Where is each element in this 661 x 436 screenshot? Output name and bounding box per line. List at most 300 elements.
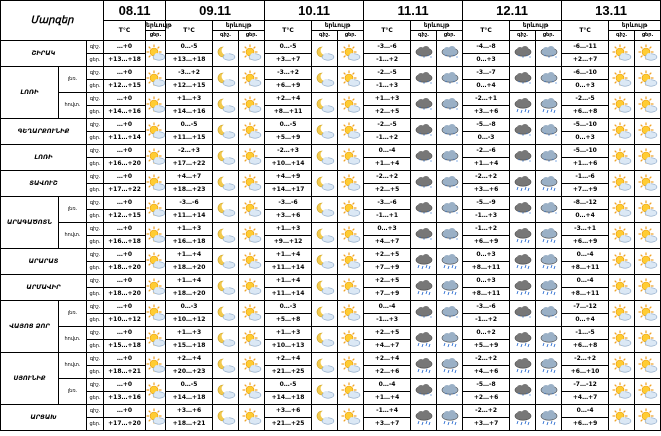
svg-text:*: * [543,209,546,215]
svg-text:*: * [551,53,554,59]
cloud-snow-icon [510,41,536,67]
temp-header: T°C [166,21,213,41]
day-temp: +11…+14 [265,262,312,275]
night-temp: 0…-4 [562,249,609,262]
day-temp: +13…+18 [104,54,146,67]
moon-icon [213,41,239,67]
night-temp: …+0 [104,301,146,314]
day-temp: +3…+7 [364,418,411,431]
night-temp: +2…+4 [265,353,312,366]
day-temp: 0…-3 [463,132,510,145]
cloud-rain-icon [536,327,562,353]
night-temp: 0…-3 [166,301,213,314]
svg-text:*: * [418,209,421,215]
subregion-label: լեռ. [59,67,87,93]
day-temp: +13…+18 [166,54,213,67]
day-temp: +12…+15 [104,80,146,93]
sun-icon [338,93,364,119]
svg-text:*: * [426,79,429,85]
night-temp: 0…-5 [265,41,312,54]
night-temp: 0…+3 [463,249,510,262]
day-temp: +8…+11 [562,288,609,301]
night-temp: 0…-3 [265,301,312,314]
day-temp: +2…+6 [463,392,510,405]
svg-text:*: * [525,79,528,85]
svg-text:*: * [547,159,550,164]
svg-text:*: * [452,53,455,59]
svg-text:*: * [452,157,455,163]
night-label: գիշ. [87,353,104,366]
night-temp: …+0 [104,145,146,158]
sun-icon [635,327,661,353]
night-temp: -2…+2 [463,353,510,366]
night-label: գիշ. [87,275,104,288]
night-temp: -5…-9 [463,197,510,210]
night-temp: -3…-6 [463,301,510,314]
day-label: ցեր. [87,210,104,223]
region-name: ԳԵՂԱՐՔՈՒՆԻՔ [1,119,87,145]
svg-text:*: * [448,315,451,320]
sun-icon [609,197,635,223]
moon-icon [312,301,338,327]
date-header: 11.11 [364,1,463,21]
svg-text:*: * [517,209,520,215]
svg-text:*: * [455,315,458,320]
day-temp: +6…+8 [562,340,609,353]
moon-icon [213,405,239,431]
svg-text:*: * [444,391,447,397]
table-row [1,223,661,236]
svg-text:*: * [452,209,455,215]
day-label: ցեր. [87,262,104,275]
night-temp: +2…+4 [265,93,312,106]
sun-icon [239,249,265,275]
svg-text:*: * [525,53,528,59]
night-temp: -5…-10 [562,145,609,158]
night-temp: 0…-4 [562,405,609,418]
cloud-snow-icon [437,301,463,327]
svg-text:*: * [551,79,554,85]
day-temp: +4…+7 [562,392,609,405]
svg-text:*: * [429,315,432,320]
cloud-snow-icon [510,119,536,145]
svg-text:*: * [455,159,458,164]
svg-text:*: * [543,391,546,397]
svg-text:*: * [418,105,421,111]
svg-text:*: * [517,391,520,397]
svg-text:*: * [543,313,546,319]
svg-text:*: * [444,209,447,215]
table-row [1,405,661,418]
svg-text:*: * [554,133,557,138]
svg-text:*: * [448,133,451,138]
cloud-snow-icon [536,379,562,405]
cloud-rain-icon [536,171,562,197]
sun-icon [146,93,166,119]
cloud-snow-icon [437,145,463,171]
cloud-rain-icon [536,93,562,119]
day-temp: +18…+21 [166,418,213,431]
day-temp: +2…+5 [364,184,411,197]
temp-header: T°C [364,21,411,41]
sun-icon [635,301,661,327]
cloud-snow-icon [411,93,437,119]
day-temp: +10…+14 [265,158,312,171]
night-temp: +1…+3 [166,223,213,236]
night-temp: -3…+2 [166,67,213,80]
night-label: գիշ. [87,327,104,340]
region-name: ՍՅՈՒՆԻՔ [1,353,59,405]
cloud-snow-icon [411,223,437,249]
moon-icon [312,327,338,353]
day-temp: +6…+9 [562,236,609,249]
svg-text:*: * [448,237,451,242]
moon-icon [312,249,338,275]
sun-icon [635,93,661,119]
day-temp: -1…+2 [463,314,510,327]
sun-icon [239,405,265,431]
sun-icon [609,119,635,145]
sun-icon [338,41,364,67]
cloud-rain-icon [437,405,463,431]
day-subheader: ցեր. [239,31,265,41]
date-header: 09.11 [166,1,265,21]
sun-icon [609,145,635,171]
day-temp: +3…+7 [463,418,510,431]
sun-icon [635,353,661,379]
day-temp: +4…+7 [364,236,411,249]
night-temp: …+0 [104,119,146,132]
subregion-label: լեռ. [59,301,87,327]
night-temp: +1…+4 [265,249,312,262]
day-temp: +7…+9 [364,262,411,275]
svg-text:*: * [521,133,524,138]
day-temp: 0…+4 [562,210,609,223]
day-temp: +10…+12 [104,314,146,327]
night-temp: …+0 [104,405,146,418]
svg-text:*: * [422,107,425,112]
night-temp: +3…+6 [166,405,213,418]
sun-icon [635,223,661,249]
svg-text:*: * [528,81,531,86]
day-temp: +1…+4 [364,392,411,405]
day-temp: +14…+16 [104,106,146,119]
day-temp: +18…+20 [166,288,213,301]
svg-text:*: * [455,185,458,190]
svg-text:*: * [554,211,557,216]
night-temp: 0…+3 [463,275,510,288]
svg-text:*: * [422,237,425,242]
weather-header: երևույթ [609,21,661,31]
day-temp: +3…+7 [265,54,312,67]
sun-icon [146,41,166,67]
night-temp: -3…-6 [364,41,411,54]
subregion-label: լեռ. [59,197,87,223]
cloud-rain-icon [510,275,536,301]
sun-icon [609,171,635,197]
temp-header: T°C [463,21,510,41]
night-temp: …+0 [104,67,146,80]
day-temp: +5…+9 [265,132,312,145]
cloud-rain-icon [437,353,463,379]
day-temp: 0…+3 [562,132,609,145]
night-temp: +2…+5 [364,327,411,340]
night-label: գիշ. [87,41,104,54]
night-temp: +1…+3 [364,93,411,106]
night-temp: -7…-12 [562,301,609,314]
night-temp: -3…+1 [562,223,609,236]
night-temp: 0…-5 [265,379,312,392]
sun-icon [609,93,635,119]
svg-text:*: * [426,105,429,111]
table-row [1,353,661,366]
sun-icon [338,405,364,431]
day-temp: +14…+18 [166,392,213,405]
day-temp: +6…+10 [562,366,609,379]
cloud-snow-icon [437,67,463,93]
night-temp: 0…-4 [364,301,411,314]
region-name: ԱՐԱԳԱԾՈՏՆ [1,197,59,249]
region-name: ՎԱՅՈՑ ՁՈՐ [1,301,59,353]
night-temp: -7…-12 [562,379,609,392]
region-name: ՇԻՐԱԿ [1,41,87,67]
moon-icon [312,93,338,119]
night-temp: +1…+3 [265,223,312,236]
svg-text:*: * [418,235,421,241]
day-temp: +17…+20 [104,418,146,431]
night-temp: -2…-5 [562,93,609,106]
svg-text:*: * [521,159,524,164]
sun-icon [239,379,265,405]
svg-text:*: * [528,211,531,216]
svg-text:*: * [448,393,451,398]
moon-icon [312,197,338,223]
day-temp: +10…+13 [265,340,312,353]
svg-text:*: * [528,393,531,398]
day-temp: +10…+12 [166,314,213,327]
sun-icon [609,275,635,301]
night-temp: …+0 [104,327,146,340]
night-subheader: գիշ. [213,31,239,41]
sun-icon [146,145,166,171]
day-temp: +6…+9 [562,418,609,431]
svg-text:*: * [521,211,524,216]
day-temp: +17…+22 [104,184,146,197]
day-temp: +11…+14 [104,132,146,145]
sun-icon [635,249,661,275]
sun-icon [609,41,635,67]
cloud-snow-icon [437,197,463,223]
day-label: ցեր. [87,236,104,249]
svg-text:*: * [452,131,455,137]
svg-text:*: * [528,159,531,164]
sun-icon [338,379,364,405]
moon-icon [312,145,338,171]
svg-text:*: * [429,211,432,216]
night-temp: +2…+5 [364,275,411,288]
svg-text:*: * [444,157,447,163]
svg-text:*: * [448,211,451,216]
sun-icon [146,405,166,431]
moon-icon [213,275,239,301]
day-temp: +7…+9 [562,184,609,197]
day-temp: 0…+4 [562,314,609,327]
svg-text:*: * [547,393,550,398]
cloud-rain-icon [536,249,562,275]
night-temp: -2…-6 [463,145,510,158]
day-temp: +11…+14 [166,210,213,223]
svg-text:*: * [429,159,432,164]
night-temp: …+0 [104,197,146,210]
sun-icon [239,301,265,327]
moon-icon [213,145,239,171]
day-temp: +15…+18 [104,340,146,353]
sun-icon [146,171,166,197]
cloud-snow-icon [411,301,437,327]
svg-text:*: * [452,183,455,189]
svg-text:*: * [426,131,429,137]
cloud-snow-icon [411,41,437,67]
svg-text:*: * [429,393,432,398]
night-label: գիշ. [87,301,104,314]
region-column-header: Մարզեր [1,1,104,41]
svg-text:*: * [517,53,520,59]
cloud-snow-icon [510,67,536,93]
svg-text:*: * [551,209,554,215]
svg-text:*: * [426,313,429,319]
night-temp: …+0 [104,93,146,106]
night-temp: 0…-4 [364,145,411,158]
night-temp: -3…-6 [166,197,213,210]
svg-text:*: * [521,315,524,320]
day-temp: +18…+20 [166,262,213,275]
day-temp: +8…+11 [265,106,312,119]
sun-icon [239,67,265,93]
night-temp: 0…-5 [166,41,213,54]
sun-icon [635,275,661,301]
svg-text:*: * [521,55,524,60]
day-temp: +8…+11 [562,262,609,275]
sun-icon [239,41,265,67]
sun-icon [146,353,166,379]
sun-icon [338,327,364,353]
subregion-label: հովտ. [59,223,87,249]
night-temp: +4…+9 [265,171,312,184]
day-temp: +11…+14 [265,288,312,301]
svg-text:*: * [551,391,554,397]
night-temp: …+0 [104,41,146,54]
sun-icon [635,41,661,67]
day-temp: +5…+9 [463,340,510,353]
night-label: գիշ. [87,171,104,184]
svg-text:*: * [517,313,520,319]
svg-text:*: * [554,55,557,60]
svg-text:*: * [525,391,528,397]
sun-icon [338,353,364,379]
night-temp: …+0 [104,379,146,392]
svg-text:*: * [547,81,550,86]
day-subheader: ցեր. [146,31,166,41]
cloud-rain-icon [510,171,536,197]
svg-text:*: * [455,55,458,60]
day-temp: -1…+2 [364,132,411,145]
day-label: ցեր. [87,366,104,379]
night-label: գիշ. [87,223,104,236]
night-label: գիշ. [87,145,104,158]
day-label: ցեր. [87,184,104,197]
moon-icon [312,353,338,379]
day-temp: +16…+18 [166,236,213,249]
cloud-snow-icon [411,197,437,223]
cloud-snow-icon [536,145,562,171]
svg-text:*: * [448,107,451,112]
night-temp: +3…+6 [265,405,312,418]
svg-text:*: * [543,131,546,137]
night-temp: -2…-5 [364,67,411,80]
temp-header: T°C [104,21,146,41]
svg-text:*: * [426,53,429,59]
day-label: ցեր. [87,288,104,301]
night-temp: +1…+4 [166,249,213,262]
cloud-snow-icon [411,119,437,145]
svg-text:*: * [525,313,528,319]
night-temp: …+0 [104,275,146,288]
sun-icon [635,145,661,171]
cloud-rain-icon [437,249,463,275]
night-label: գիշ. [87,197,104,210]
night-label: գիշ. [87,405,104,418]
day-temp: +21…+25 [265,418,312,431]
cloud-rain-icon [536,275,562,301]
svg-text:*: * [444,313,447,319]
svg-text:*: * [554,81,557,86]
svg-text:*: * [551,131,554,137]
moon-icon [213,301,239,327]
sun-icon [338,67,364,93]
cloud-snow-icon [437,93,463,119]
sun-icon [146,223,166,249]
night-temp: -3…-7 [463,67,510,80]
table-row [1,145,661,158]
sun-icon [338,145,364,171]
svg-text:*: * [547,211,550,216]
day-temp: +18…+20 [104,288,146,301]
night-temp: -2…+2 [364,171,411,184]
svg-text:*: * [426,209,429,215]
svg-text:*: * [418,157,421,163]
svg-text:*: * [429,81,432,86]
night-temp: +2…+4 [166,353,213,366]
sun-icon [338,171,364,197]
svg-text:*: * [422,185,425,190]
night-temp: +4…+7 [166,171,213,184]
cloud-rain-icon [437,275,463,301]
night-temp: -1…-5 [562,327,609,340]
table-row [1,41,661,54]
svg-text:*: * [448,81,451,86]
svg-text:*: * [444,183,447,189]
day-temp: +6…+9 [265,80,312,93]
weather-header: երևույթ [510,21,562,31]
cloud-snow-icon [510,379,536,405]
sun-icon [609,223,635,249]
night-temp: …+0 [104,223,146,236]
sun-icon [146,327,166,353]
moon-icon [312,275,338,301]
svg-text:*: * [418,131,421,137]
table-row [1,379,661,392]
cloud-snow-icon [437,223,463,249]
